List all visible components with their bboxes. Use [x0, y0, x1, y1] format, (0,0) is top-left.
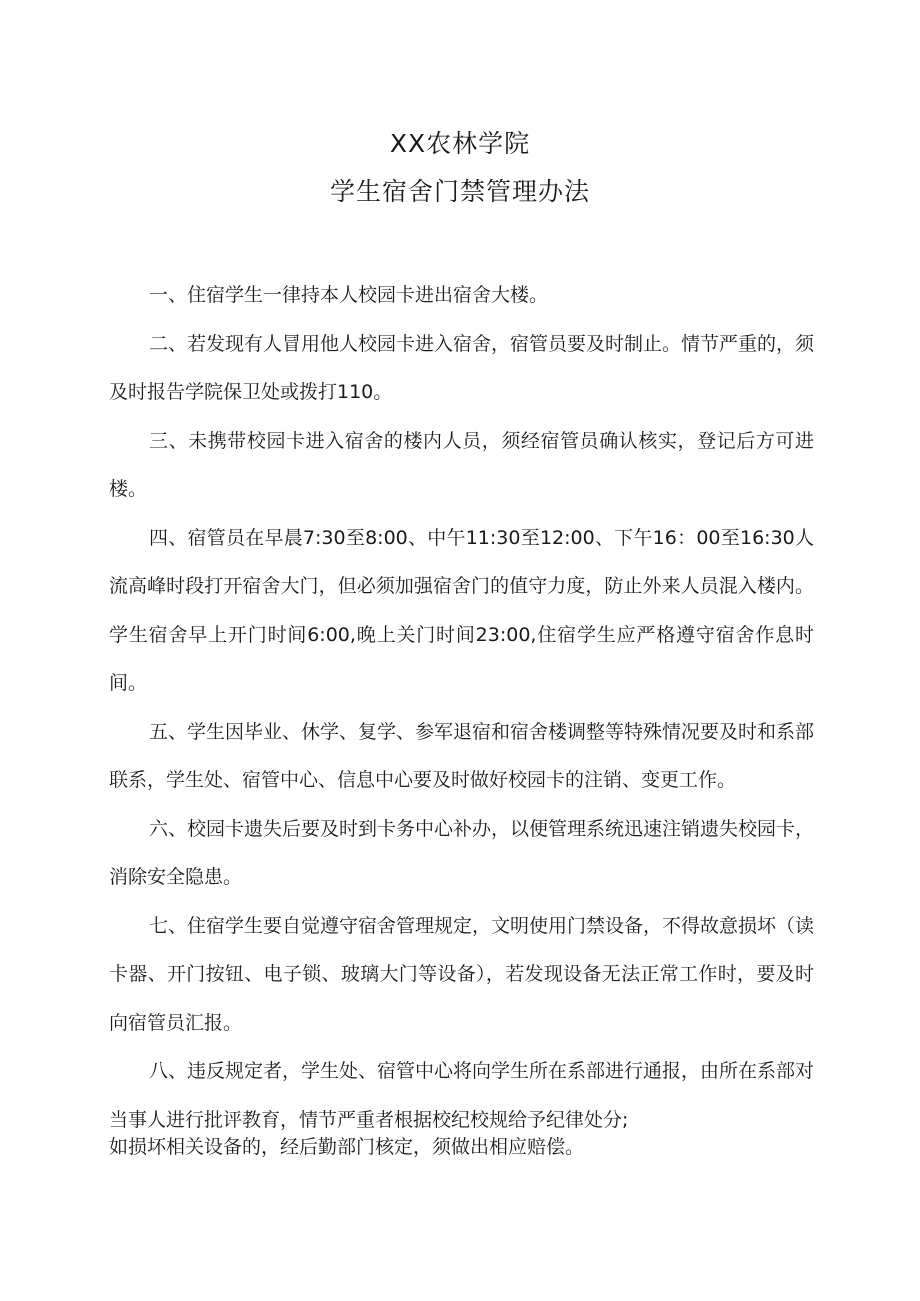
- document-body: [109, 271, 814, 1144]
- article-7: 七、住宿学生要自觉遵守宿舍管理规定，文明使用门禁设备，不得故意损坏（读卡器、开门按钮、电子锁、玻璃大门等设备），若发现设备无法正常工作时，要及时向宿管员汇报。: [109, 914, 815, 1034]
- article-8: 八、违反规定者，学生处、宿管中心将向学生所在系部进行通报，由所在系部对当事人进行批评教育，情节严重者根据校纪校规给予纪律处分;: [109, 1060, 815, 1131]
- article-5: 五、学生因毕业、休学、复学、参军退宿和宿舍楼调整等特殊情况要及时和系部联系，学生处、宿管中心、信息中心要及时做好校园卡的注销、变更工作。: [109, 720, 815, 791]
- article-3: 三、未携带校园卡进入宿舍的楼内人员，须经宿管员确认核实，登记后方可进楼。: [109, 429, 814, 500]
- article-8-continuation: 如损坏相关设备的，经后勤部门核定，须做出相应赔偿。: [109, 1136, 585, 1158]
- article-6: 六、校园卡遗失后要及时到卡务中心补办，以便管理系统迅速注销遗失校园卡，消除安全隐患。: [109, 817, 815, 888]
- article-1: 一、住宿学生一律持本人校园卡进出宿舍大楼。: [149, 284, 549, 306]
- document-title-line1: XX农林学院: [389, 129, 531, 158]
- document-title-line2: 学生宿舍门禁管理办法: [329, 177, 590, 206]
- article-4: 四、宿管员在早晨7:30至8:00、中午11:30至12:00、下午16：00至16:30人流高峰时段打开宿舍大门，但必须加强宿舍门的值守力度，防止外来人员混入楼内。学生宿舍早上开门时间6:00,晚上关门时间23:00,住宿学生应严格遵守宿舍作息时间。: [109, 526, 814, 694]
- article-2: 二、若发现有人冒用他人校园卡进入宿舍，宿管员要及时制止。情节严重的，须及时报告学院保卫处或拨打110。: [109, 332, 815, 403]
